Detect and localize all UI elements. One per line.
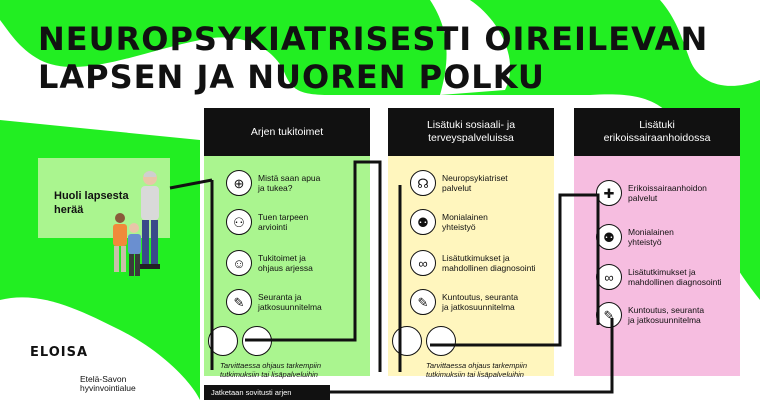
- junction-circle-left: [208, 326, 238, 356]
- step-label: [628, 267, 722, 287]
- step-label-line-1: Monialainen: [628, 227, 674, 237]
- step-label: [258, 253, 313, 273]
- step-label-line-2: ja jatkosuunnitelma: [442, 302, 515, 312]
- assessment-people-icon: ⚇: [226, 209, 252, 235]
- family-illustration: [100, 168, 170, 286]
- region-line-2: hyvinvointialue: [80, 383, 136, 393]
- glasses-icon: ∞: [410, 250, 436, 276]
- step-further-examinations: [596, 264, 736, 290]
- note-line-2: tutkimuksiin tai lisäpalveluihin: [220, 370, 318, 379]
- step-label-line-1: Tuen tarpeen: [258, 212, 309, 222]
- step-multidisciplinary: [596, 224, 736, 250]
- step-label-line-1: Seuranta ja: [258, 292, 302, 302]
- document-edit-icon: ✎: [596, 302, 622, 328]
- step-label-line-1: Lisätutkimukset ja: [442, 253, 510, 263]
- team-icon: ⚉: [410, 209, 436, 235]
- column-header-text: [604, 119, 711, 145]
- step-label: [442, 253, 536, 273]
- step-label-line-2: mahdollinen diagnosointi: [442, 263, 536, 273]
- step-label: [628, 183, 707, 203]
- globe-icon: ⊕: [226, 170, 252, 196]
- step-label-line-2: arviointi: [258, 222, 288, 232]
- start-label-line-1: Huoli lapsesta: [54, 190, 129, 202]
- header-line-1: Lisätuki: [639, 119, 675, 131]
- step-label: [442, 292, 518, 312]
- step-specialized-services: [596, 180, 736, 206]
- title-line-1: NEUROPSYKIATRISESTI OIREILEVAN: [38, 20, 709, 58]
- step-label: [442, 212, 488, 232]
- column-body: [388, 156, 554, 379]
- step-label-line-2: ja tukea?: [258, 183, 293, 193]
- column-header: [388, 108, 554, 156]
- column-header-text: [427, 119, 515, 145]
- page-title: [38, 20, 738, 96]
- adult-figure: [140, 171, 160, 269]
- title-line-2: LAPSEN JA NUOREN POLKU: [38, 58, 545, 96]
- header-line-1: Lisätuki sosiaali- ja: [426, 119, 516, 131]
- start-label-line-2: herää: [54, 204, 84, 216]
- step-need-assessment: [226, 209, 366, 235]
- step-neuropsychiatric-services: [410, 170, 550, 196]
- step-label: [442, 173, 508, 193]
- step-label-line-2: yhteistyö: [442, 222, 476, 232]
- column-body: [204, 156, 370, 379]
- referral-note: [426, 361, 527, 379]
- medical-cross-icon: ✚: [596, 180, 622, 206]
- step-label-line-1: Kuntoutus, seuranta: [628, 305, 705, 315]
- header-line-2: erikoissairaanhoidossa: [603, 132, 711, 144]
- column-body: [574, 156, 740, 376]
- step-label-line-1: Kuntoutus, seuranta: [442, 292, 519, 302]
- step-further-examinations: [410, 250, 550, 276]
- team-icon: ⚉: [596, 224, 622, 250]
- step-label-line-1: Monialainen: [442, 212, 488, 222]
- column-social-health-services: [388, 108, 554, 379]
- step-label-line-2: palvelut: [442, 183, 472, 193]
- step-label: [258, 173, 320, 193]
- step-label: [628, 305, 704, 325]
- step-label-line-1: Mistä saan apua: [258, 173, 321, 183]
- header-line-2: terveyspalveluissa: [428, 132, 514, 144]
- glasses-icon: ∞: [596, 264, 622, 290]
- step-label-line-1: Tukitoimet ja: [258, 253, 306, 263]
- step-multidisciplinary: [410, 209, 550, 235]
- step-rehabilitation: [410, 289, 550, 315]
- step-label-line-2: mahdollinen diagnosointi: [628, 277, 722, 287]
- step-follow-up: [226, 289, 366, 315]
- step-label-line-1: Erikoissairaanhoidon: [628, 183, 707, 193]
- region-line-1: Etelä-Savon: [80, 374, 127, 384]
- step-where-help: [226, 170, 366, 196]
- column-header: [204, 108, 370, 156]
- child-figure-2: [128, 223, 141, 276]
- referral-note: [220, 361, 321, 379]
- step-label-line-1: Lisätutkimukset ja: [628, 267, 696, 277]
- junction-circle-right: [242, 326, 272, 356]
- step-rehabilitation: [596, 302, 736, 328]
- column-header: [574, 108, 740, 156]
- note-line-1: Tarvittaessa ohjaus tarkempiin: [220, 361, 322, 370]
- step-label: [258, 292, 322, 312]
- brain-people-icon: ☊: [410, 170, 436, 196]
- document-edit-icon: ✎: [410, 289, 436, 315]
- step-support-measures: [226, 250, 366, 276]
- junction-circle-right: [426, 326, 456, 356]
- step-label: [628, 227, 674, 247]
- column-specialized-care: [574, 108, 740, 376]
- continue-bar: Jatketaan sovitusti arjen: [204, 385, 330, 400]
- document-edit-icon: ✎: [226, 289, 252, 315]
- brand-name: ELOISA: [30, 345, 89, 360]
- column-everyday-support: [204, 108, 370, 379]
- support-people-icon: ☺: [226, 250, 252, 276]
- step-label: [258, 212, 308, 232]
- step-label-line-2: ohjaus arjessa: [258, 263, 313, 273]
- note-line-1: Tarvittaessa ohjaus tarkempiin: [426, 361, 528, 370]
- step-label-line-2: yhteistyö: [628, 237, 662, 247]
- step-label-line-2: ja jatkosuunnitelma: [628, 315, 701, 325]
- step-label-line-2: palvelut: [628, 193, 658, 203]
- step-label-line-1: Neuropsykiatriset: [442, 173, 508, 183]
- column-header-text: Arjen tukitoimet: [250, 125, 324, 138]
- junction-circle-left: [392, 326, 422, 356]
- brand-region: [80, 375, 136, 393]
- note-line-2: tutkimuksiin tai lisäpalveluihin: [426, 370, 524, 379]
- step-label-line-2: jatkosuunnitelma: [258, 302, 322, 312]
- child-figure-1: [113, 213, 127, 272]
